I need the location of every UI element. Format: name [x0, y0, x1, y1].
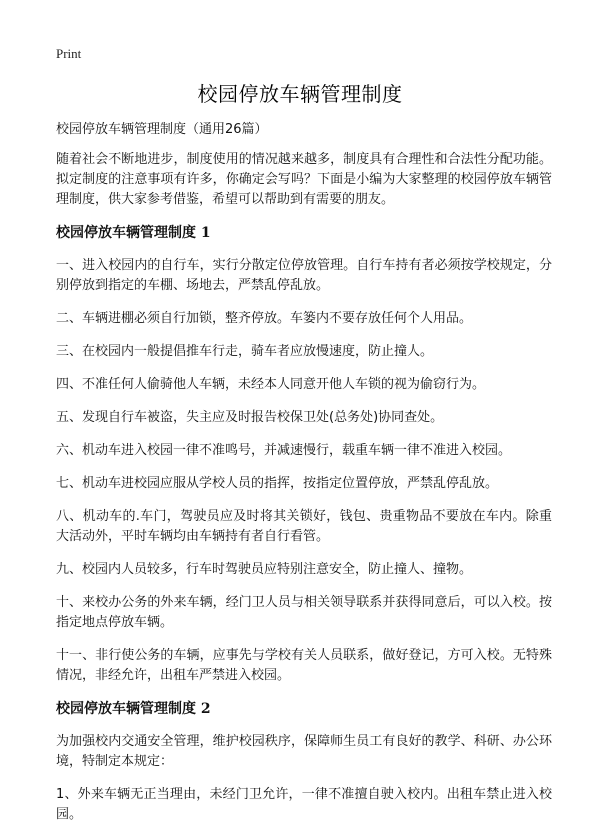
list-item: 一、进入校园内的自行车，实行分散定位停放管理。自行车持有者必须按学校规定，分别停放到指定的车棚、场地去，严禁乱停乱放。	[56, 258, 552, 293]
list-item: 五、发现自行车被盗，失主应及时报告校保卫处(总务处)协同查处。	[56, 410, 444, 425]
section2-intro: 为加强校内交通安全管理，维护校园秩序，保障师生员工有良好的教学、科研、办公环境，特制定本规定：	[56, 734, 552, 769]
intro-paragraph: 随着社会不断地进步，制度使用的情况越来越多，制度具有合理性和合法性分配功能。拟定制度的注意事项有许多，你确定会写吗？下面是小编为大家整理的校园停放车辆管理制度，供大家参考借鉴，希望可以帮助到有需要的朋友。	[56, 152, 552, 207]
section-heading-2: 校园停放车辆管理制度 2	[56, 701, 211, 717]
list-item: 1、外来车辆无正当理由，未经门卫允许，一律不准擅自驶入校内。出租车禁止进入校园。	[56, 787, 552, 822]
list-item: 七、机动车进校园应服从学校人员的指挥，按指定位置停放，严禁乱停乱放。	[56, 476, 499, 491]
list-item: 十、来校办公务的外来车辆，经门卫人员与相关领导联系并获得同意后，可以入校。按指定地点停放车辆。	[56, 595, 552, 630]
page-title: 校园停放车辆管理制度	[197, 82, 403, 106]
print-link[interactable]: Print	[56, 46, 82, 61]
article-body	[56, 120, 552, 838]
section-heading-1: 校园停放车辆管理制度 1	[56, 225, 211, 241]
list-item: 三、在校园内一般提倡推车行走，骑车者应放慢速度，防止撞人。	[56, 344, 434, 359]
list-item: 六、机动车进入校园一律不准鸣号，并减速慢行，载重车辆一律不准进入校园。	[56, 443, 512, 458]
list-item: 二、车辆进棚必须自行加锁，整齐停放。车篓内不要存放任何个人用品。	[56, 311, 473, 326]
article-subtitle: 校园停放车辆管理制度（通用26篇）	[56, 122, 268, 137]
list-item: 九、校园内人员较多，行车时驾驶员应特别注意安全，防止撞人、撞物。	[56, 562, 473, 577]
list-item: 八、机动车的.车门，驾驶员应及时将其关锁好，钱包、贵重物品不要放在车内。除重大活动外，平时车辆均由车辆持有者自行看管。	[56, 509, 552, 544]
list-item: 十一、非行使公务的车辆，应事先与学校有关人员联系，做好登记，方可入校。无特殊情况，非经允许，出租车严禁进入校园。	[56, 648, 552, 683]
list-item: 四、不准任何人偷骑他人车辆，未经本人同意开他人车锁的视为偷窃行为。	[56, 377, 486, 392]
